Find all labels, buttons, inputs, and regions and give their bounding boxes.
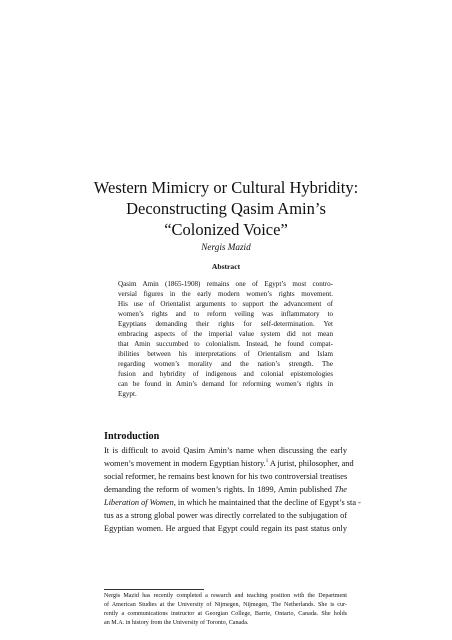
footnote-divider [104, 589, 204, 590]
body-line [104, 496, 361, 509]
abstract-line: women’s rights and to reform veiling was inflammatory to [118, 310, 333, 318]
abstract-line: regarding women’s morality and the nation’s strength. The [118, 360, 333, 368]
body-line [104, 457, 354, 470]
author-name: Nergis Mazid [201, 242, 251, 252]
abstract-line: can be found in Amin’s demand for reforming women’s rights in [118, 380, 333, 388]
body-line: tus as a strong global power was directly correlated to the subjugation of [104, 511, 347, 520]
body-line [104, 483, 347, 496]
body-text: women’s movement in modern Egyptian history. [104, 459, 266, 468]
book-title-italic: The [334, 485, 347, 494]
abstract-line: His use of Orientalist arguments to support the advancement of [118, 300, 333, 308]
body-text: demanding the reform of women’s rights. In 1899, Amin published [104, 485, 335, 494]
abstract-line: that Amin succumbed to colonialism. Instead, he found compat- [118, 340, 333, 348]
footnote-line: rently a communications instructor at Georgian College, Barrie, Ontario, Canada. She holds [104, 611, 347, 617]
body-line: social reformer, he remains best known for his two controversial treatises [104, 472, 348, 481]
article-title-line-2: Deconstructing Qasim Amin’s [126, 199, 326, 218]
introduction-heading: Introduction [104, 431, 160, 442]
article-title-line-1: Western Mimicry or Cultural Hybridity: [93, 178, 359, 197]
footnote-line: an M.A. in history from the University of Toronto, Canada. [104, 620, 249, 626]
footnote-marker[interactable]: 1 [265, 459, 269, 465]
abstract-line: fusion and hybridity of indigenous and colonial epistemologies [118, 370, 333, 378]
abstract-line: versial figures in the early modern women’s rights movement. [118, 290, 333, 298]
book-title-italic: Liberation of Women, [104, 498, 176, 507]
abstract-line: ibilities between his interpretations of Orientalism and Islam [118, 350, 333, 358]
footnote-line: of American Studies at the University of Nijmegen, Nijmegen, The Netherlands. She is cur- [104, 602, 347, 608]
footnote-line: Nergis Mazid has recently completed a research and teaching position with the Department [104, 593, 347, 599]
body-line: It is difficult to avoid Qasim Amin’s name when discussing the early [104, 446, 347, 455]
body-text: in which he maintained that the decline of Egypt’s sta - [175, 498, 361, 507]
body-line: Egyptian women. He argued that Egypt could regain its past status only [104, 524, 347, 533]
abstract-heading: Abstract [211, 262, 241, 271]
article-title-line-3: “Colonized Voice” [164, 220, 288, 239]
abstract-line: Egypt. [118, 390, 137, 398]
body-text: A jurist, philosopher, and [268, 459, 354, 468]
abstract-line: Egyptians demanding their rights for self-determination. Yet [118, 320, 333, 328]
abstract-line: Qasim Amin (1865-1908) remains one of Egypt’s most contro- [118, 280, 333, 288]
abstract-line: embracing aspects of the imperial value system did not mean [118, 330, 333, 338]
